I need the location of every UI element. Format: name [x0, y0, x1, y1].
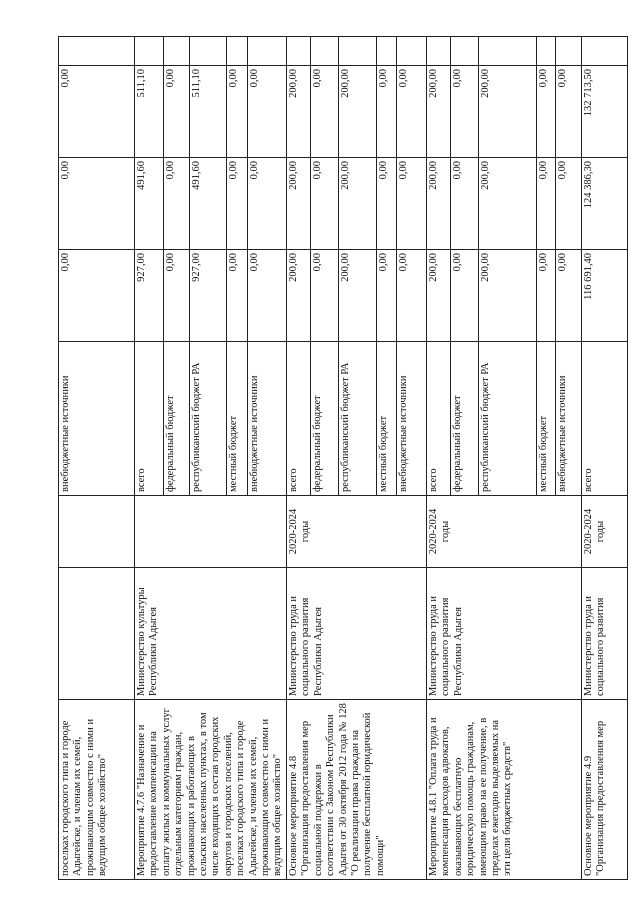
total-value-cell: 200,00	[338, 250, 376, 342]
rotated-table-wrapper	[58, 37, 607, 880]
empty-cell	[247, 37, 286, 66]
year1-value-cell: 0,00	[310, 158, 338, 250]
year2-value-cell: 0,00	[310, 66, 338, 158]
year1-value-cell: 0,00	[59, 158, 135, 250]
executor-cell: Министерство труда и социального развития Республики Адыгея	[286, 568, 426, 700]
measure-cell: Мероприятие 4.7.6 "Назначение и предоставление компенсации на оплату жилых и коммунальных услуг отдельным категориям граждан, проживающих и работающих в сельских населенных пунктах, в том числе входящих в состав городских округов и городских поселений, поселках городского типа и городе Адыгейске, и членам их семей, проживающим совместно с ними и ведущим общее хозяйство"	[135, 700, 287, 880]
year2-value-cell: 200,00	[338, 66, 376, 158]
year2-value-cell: 0,00	[226, 66, 247, 158]
source-cell: республиканский бюджет РА	[478, 342, 536, 496]
total-value-cell: 0,00	[164, 250, 190, 342]
year1-value-cell: 491,60	[135, 158, 164, 250]
table-row	[426, 37, 450, 880]
total-value-cell: 0,00	[450, 250, 478, 342]
year1-value-cell: 491,60	[190, 158, 227, 250]
source-cell: внебюджетные источники	[247, 342, 286, 496]
total-value-cell: 0,00	[59, 250, 135, 342]
empty-cell	[338, 37, 376, 66]
empty-cell	[310, 37, 338, 66]
source-cell: внебюджетные источники	[59, 342, 135, 496]
year1-value-cell: 0,00	[376, 158, 396, 250]
source-cell: местный бюджет	[226, 342, 247, 496]
year2-value-cell: 0,00	[164, 66, 190, 158]
source-cell: местный бюджет	[536, 342, 555, 496]
total-value-cell: 116 691,40	[581, 250, 627, 342]
year2-value-cell: 200,00	[426, 66, 450, 158]
source-cell: всего	[426, 342, 450, 496]
empty-cell	[190, 37, 227, 66]
total-value-cell: 0,00	[376, 250, 396, 342]
source-cell: федеральный бюджет	[450, 342, 478, 496]
program-funding-table	[58, 36, 628, 880]
total-value-cell: 0,00	[536, 250, 555, 342]
executor-cell: Министерство труда и социального развития	[581, 568, 627, 700]
total-value-cell: 200,00	[426, 250, 450, 342]
total-value-cell: 927,00	[135, 250, 164, 342]
year2-value-cell: 200,00	[286, 66, 310, 158]
year1-value-cell: 0,00	[164, 158, 190, 250]
empty-cell	[536, 37, 555, 66]
total-value-cell: 0,00	[226, 250, 247, 342]
total-value-cell: 200,00	[478, 250, 536, 342]
measure-cell: Основное мероприятие 4.9 "Организация предоставления мер	[581, 700, 627, 880]
table-row	[135, 37, 164, 880]
empty-cell	[426, 37, 450, 66]
year2-value-cell: 0,00	[555, 66, 581, 158]
source-cell: федеральный бюджет	[164, 342, 190, 496]
year2-value-cell: 0,00	[376, 66, 396, 158]
period-cell: 2020-2024 годы	[581, 496, 627, 568]
table-body	[59, 37, 628, 880]
empty-cell	[226, 37, 247, 66]
empty-cell	[135, 37, 164, 66]
source-cell: республиканский бюджет РА	[338, 342, 376, 496]
year2-value-cell: 0,00	[450, 66, 478, 158]
measure-cell: поселках городского типа и городе Адыгейске, и членам их семей, проживающим совместно с ними и ведущим общее хозяйство"	[59, 700, 135, 880]
total-value-cell: 0,00	[247, 250, 286, 342]
year1-value-cell: 0,00	[226, 158, 247, 250]
empty-cell	[478, 37, 536, 66]
year1-value-cell: 0,00	[450, 158, 478, 250]
executor-cell	[59, 568, 135, 700]
period-cell	[59, 496, 135, 568]
year2-value-cell: 511,10	[135, 66, 164, 158]
year1-value-cell: 0,00	[247, 158, 286, 250]
source-cell: всего	[286, 342, 310, 496]
year1-value-cell: 0,00	[536, 158, 555, 250]
source-cell: федеральный бюджет	[310, 342, 338, 496]
empty-cell	[555, 37, 581, 66]
measure-cell: Мероприятие 4.8.1 "Оплата труда и компенсация расходов адвокатов, оказывающих бесплатную юридическую помощь гражданам, имеющим право на ее получение, в пределах ежегодно выделяемых на эти цели бюджетных средств"	[426, 700, 581, 880]
source-cell: внебюджетные источники	[396, 342, 426, 496]
table-row	[59, 37, 135, 880]
year2-value-cell: 0,00	[59, 66, 135, 158]
empty-cell	[376, 37, 396, 66]
year1-value-cell: 0,00	[396, 158, 426, 250]
year1-value-cell: 200,00	[338, 158, 376, 250]
table-row	[286, 37, 310, 880]
source-cell: местный бюджет	[376, 342, 396, 496]
source-cell: внебюджетные источники	[555, 342, 581, 496]
year1-value-cell: 0,00	[555, 158, 581, 250]
table-row	[581, 37, 627, 880]
year1-value-cell: 200,00	[286, 158, 310, 250]
empty-cell	[286, 37, 310, 66]
year2-value-cell: 0,00	[536, 66, 555, 158]
source-cell: всего	[581, 342, 627, 496]
period-cell	[135, 496, 287, 568]
year2-value-cell: 132 713,50	[581, 66, 627, 158]
year2-value-cell: 200,00	[478, 66, 536, 158]
period-cell: 2020-2024 годы	[286, 496, 426, 568]
source-cell: всего	[135, 342, 164, 496]
executor-cell: Министерство культуры Республики Адыгея	[135, 568, 287, 700]
year2-value-cell: 0,00	[396, 66, 426, 158]
source-cell: республиканский бюджет РА	[190, 342, 227, 496]
year2-value-cell: 0,00	[247, 66, 286, 158]
empty-cell	[59, 37, 135, 66]
total-value-cell: 0,00	[310, 250, 338, 342]
empty-cell	[581, 37, 627, 66]
total-value-cell: 0,00	[555, 250, 581, 342]
total-value-cell: 200,00	[286, 250, 310, 342]
year2-value-cell: 511,10	[190, 66, 227, 158]
year1-value-cell: 124 386,30	[581, 158, 627, 250]
total-value-cell: 927,00	[190, 250, 227, 342]
period-cell: 2020-2024 годы	[426, 496, 581, 568]
measure-cell: Основное мероприятие 4.8 "Организация предоставления мер социальной поддержки в соответствии с Законом Республики Адыгея от 30 октября 2012 года № 128 "О реализации права граждан на получение бесплатной юридической помощи"	[286, 700, 426, 880]
year1-value-cell: 200,00	[426, 158, 450, 250]
executor-cell: Министерство труда и социального развития Республики Адыгея	[426, 568, 581, 700]
year1-value-cell: 200,00	[478, 158, 536, 250]
empty-cell	[396, 37, 426, 66]
empty-cell	[164, 37, 190, 66]
total-value-cell: 0,00	[396, 250, 426, 342]
empty-cell	[450, 37, 478, 66]
